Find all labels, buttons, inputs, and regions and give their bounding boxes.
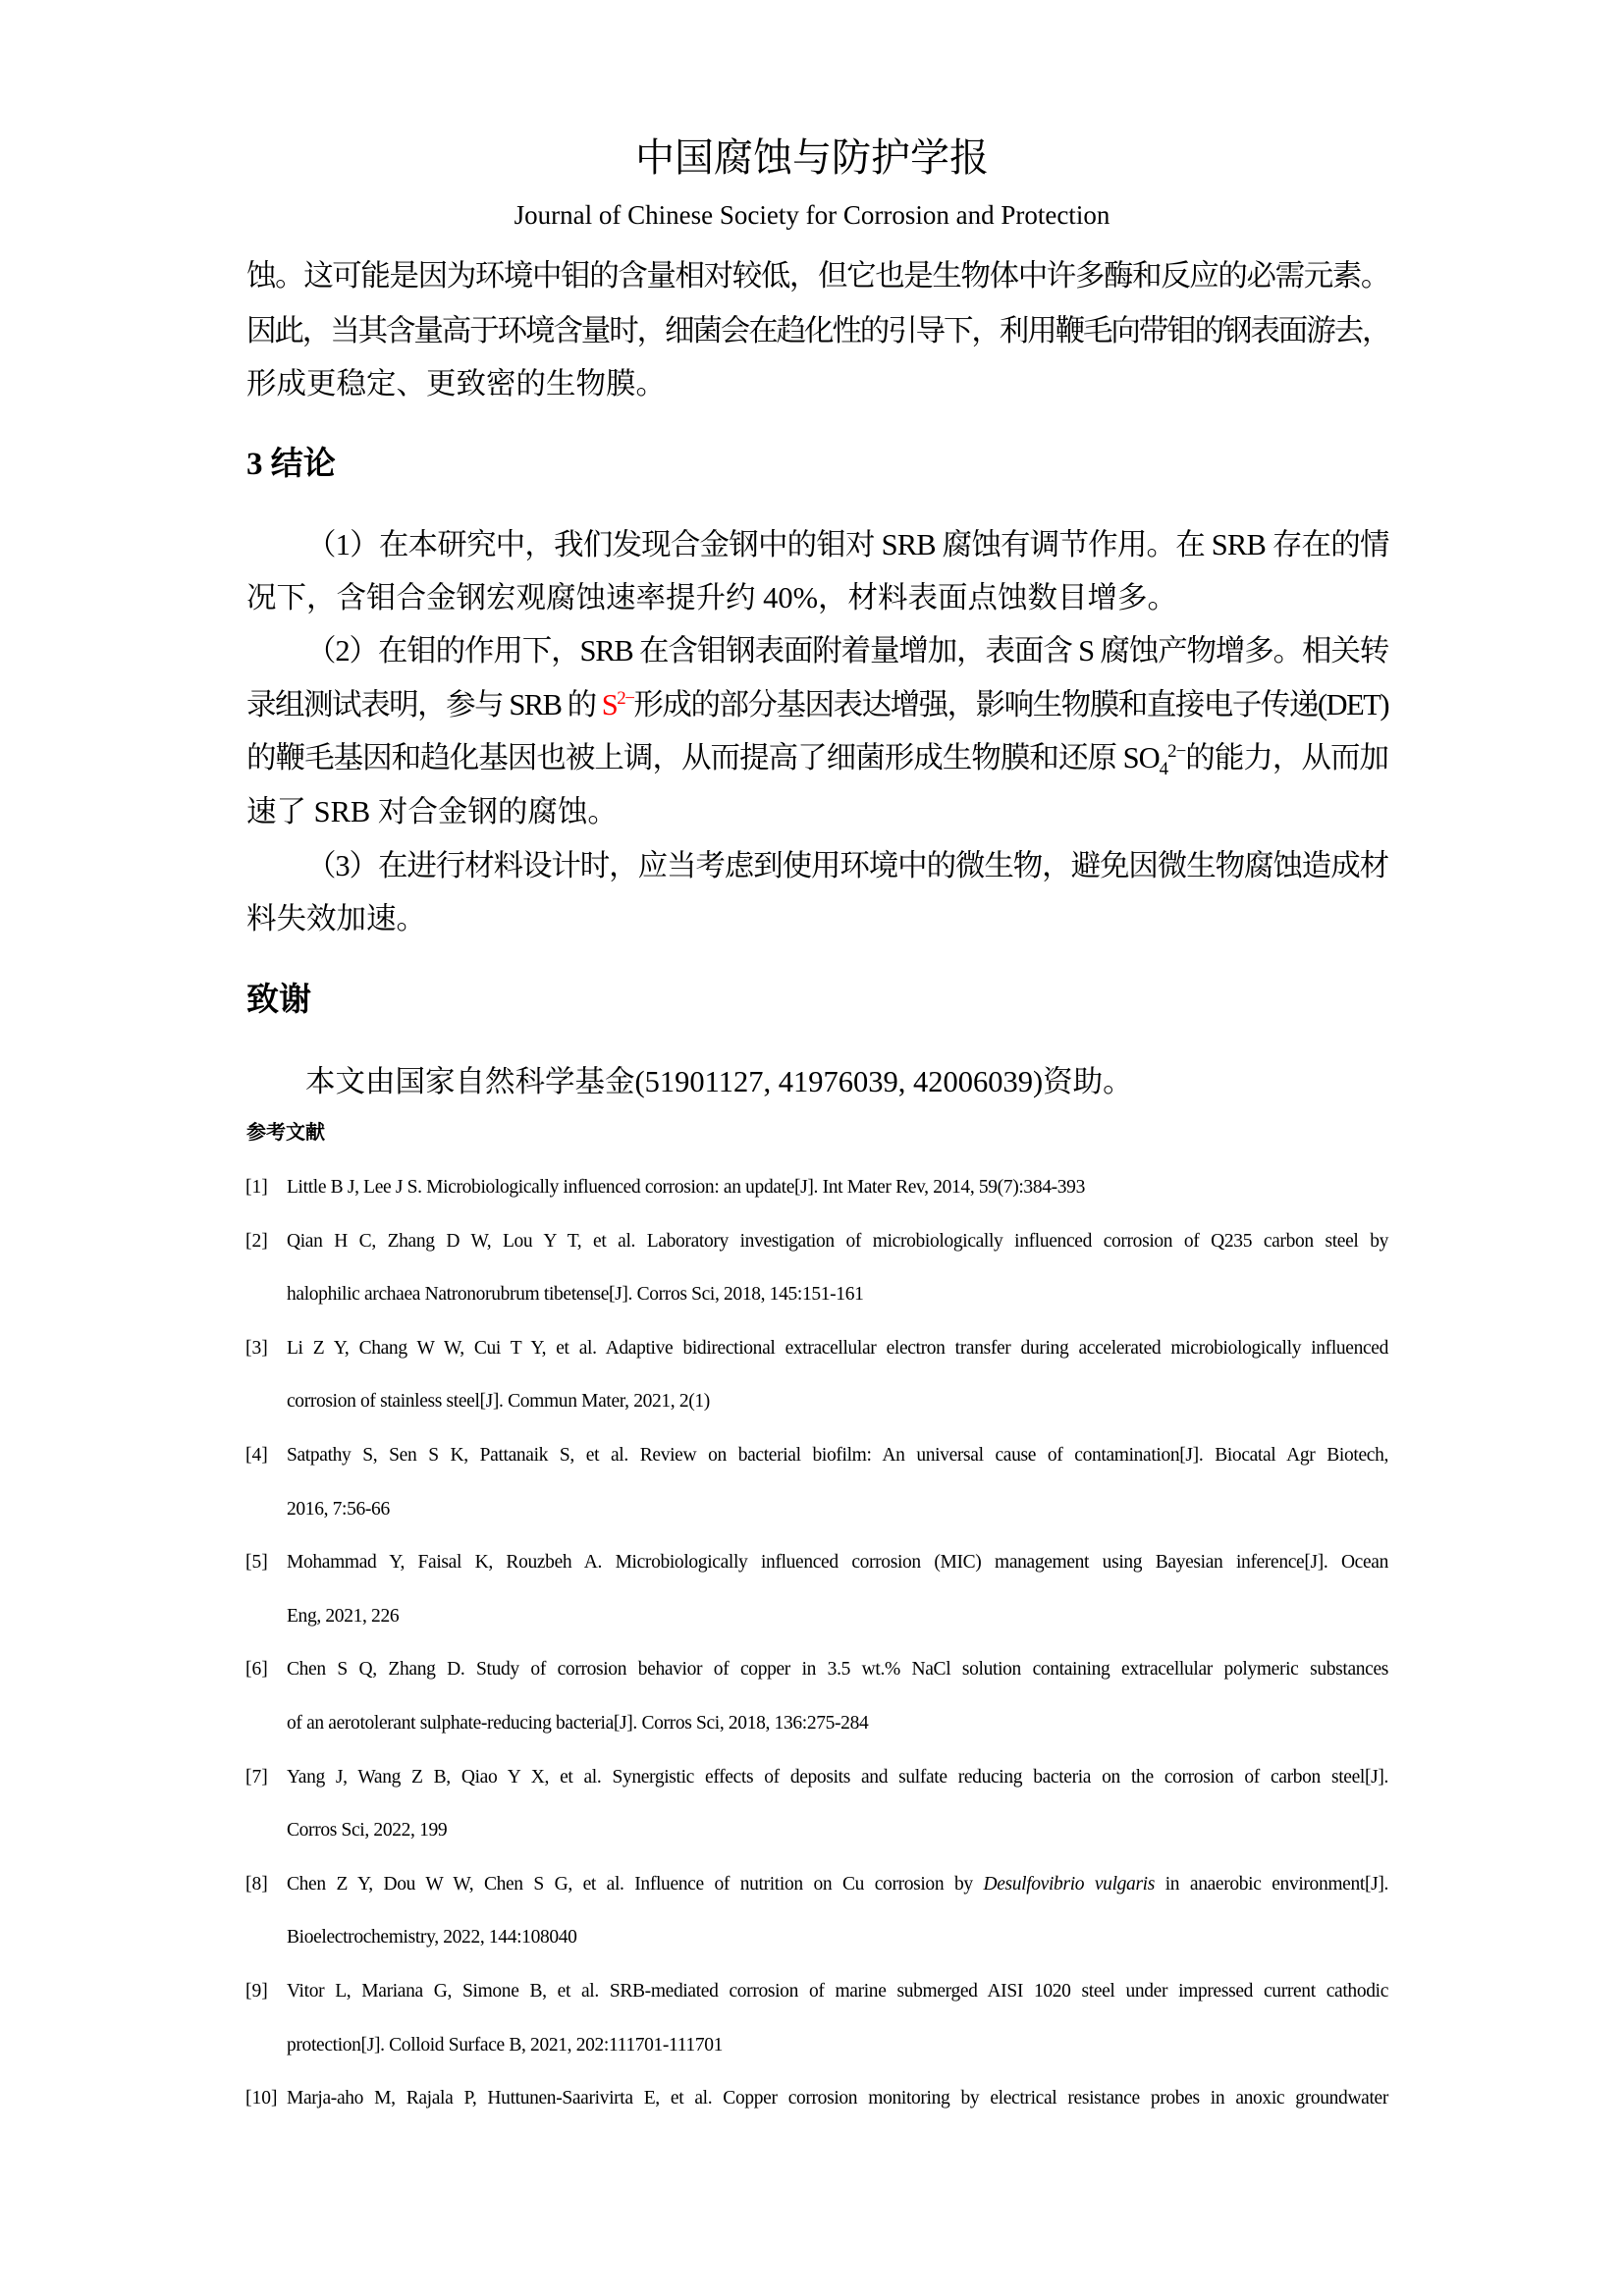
reference-line: Marja-aho M, Rajala P, Huttunen-Saarivirta E, et al. Copper corrosion monitoring by electrical resistance probes in anoxic groundwater xyxy=(287,2088,1388,2109)
acknowledgement-text: 本文由国家自然科学基金(51901127, 41976039, 42006039)资助。 xyxy=(305,1065,1133,1098)
reference-line: Bioelectrochemistry, 2022, 144:108040 xyxy=(287,1927,577,1949)
reference-number: [6] xyxy=(245,1659,268,1681)
reference-line: Little B J, Lee J S. Microbiologically influenced corrosion: an update[J]. Int Mater Rev, 2014, 59(7):384-393 xyxy=(287,1177,1085,1198)
reference-line: Mohammad Y, Faisal K, Rouzbeh A. Microbiologically influenced corrosion (MIC) management using Bayesian inference[J]. Ocean xyxy=(287,1552,1388,1574)
reference-line: Chen S Q, Zhang D. Study of corrosion behavior of copper in 3.5 wt.% NaCl solution containing extracellular polymeric substances xyxy=(287,1659,1388,1681)
text-segment: 的鞭毛基因和趋化基因也被上调，从而提高了细菌形成生物膜和还原 SO xyxy=(246,741,1160,774)
text-segment: in anaerobic environment[J]. xyxy=(1155,1873,1388,1895)
conclusion-p2-line xyxy=(246,685,1388,724)
journal-title: 中国腐蚀与防护学报 xyxy=(635,135,989,180)
reference-number: [2] xyxy=(245,1230,268,1252)
superscript: 2− xyxy=(1167,740,1186,762)
intro-line: 形成更稳定、更致密的生物膜。 xyxy=(246,367,666,400)
intro-line: 因此，当其含量高于环境含量时，细菌会在趋化性的引导下，利用鞭毛向带钼的钢表面游去， xyxy=(246,314,1390,347)
references-heading: 参考文献 xyxy=(246,1122,325,1144)
reference-line: Yang J, Wang Z B, Qiao Y X, et al. Synergistic effects of deposits and sulfate reducing bacteria on the corrosion of carbon steel[J]. xyxy=(287,1766,1388,1788)
reference-number: [4] xyxy=(245,1445,268,1466)
reference-line: Qian H C, Zhang D W, Lou Y T, et al. Laboratory investigation of microbiologically influenced corrosion of Q235 carbon steel by xyxy=(287,1230,1388,1252)
subscript: 4 xyxy=(1159,759,1168,780)
text-segment: 的能力，从而加 xyxy=(1185,741,1388,774)
conclusion-p2-line: （2）在钼的作用下，SRB 在含钼钢表面附着量增加，表面含 S 腐蚀产物增多。相关转 xyxy=(306,634,1388,667)
reference-line: halophilic archaea Natronorubrum tibetense[J]. Corros Sci, 2018, 145:151-161 xyxy=(287,1284,864,1306)
species-name: Desulfovibrio vulgaris xyxy=(983,1873,1155,1895)
reference-number: [1] xyxy=(245,1177,268,1198)
acknowledgement-heading: 致谢 xyxy=(246,983,311,1018)
reference-number: [9] xyxy=(245,1981,268,2002)
conclusion-p1-line: （1）在本研究中，我们发现合金钢中的钼对 SRB 腐蚀有调节作用。在 SRB 存在的情 xyxy=(306,528,1389,561)
reference-line: protection[J]. Colloid Surface B, 2021, 202:111701-111701 xyxy=(287,2034,724,2056)
reference-line xyxy=(287,1872,1388,1897)
conclusion-heading: 3 结论 xyxy=(246,447,336,482)
sulfide-ion xyxy=(602,688,634,721)
conclusion-p3-line: 料失效加速。 xyxy=(246,902,426,935)
intro-line: 蚀。这可能是因为环境中钼的含量相对较低，但它也是生物体中许多酶和反应的必需元素。 xyxy=(246,259,1389,293)
reference-line: corrosion of stainless steel[J]. Commun Mater, 2021, 2(1) xyxy=(287,1391,710,1413)
reference-number: [7] xyxy=(245,1766,268,1788)
reference-line: Corros Sci, 2022, 199 xyxy=(287,1820,448,1842)
conclusion-p3-line: （3）在进行材料设计时，应当考虑到使用环境中的微生物，避免因微生物腐蚀造成材 xyxy=(306,849,1388,882)
superscript: 2− xyxy=(617,687,634,709)
journal-subtitle: Journal of Chinese Society for Corrosion and Protection xyxy=(514,200,1110,230)
reference-line: Satpathy S, Sen S K, Pattanaik S, et al. Review on bacterial biofilm: An universal cause of contamination[J]. Biocatal Agr Biotech, xyxy=(287,1445,1388,1466)
text-segment: 录组测试表明，参与 SRB 的 xyxy=(246,688,602,721)
reference-number: [8] xyxy=(245,1873,268,1895)
reference-line: Li Z Y, Chang W W, Cui T Y, et al. Adaptive bidirectional extracellular electron transfer during accelerated microbiologically influenced xyxy=(287,1337,1388,1359)
reference-number: [10] xyxy=(245,2088,278,2109)
conclusion-p1-line: 况下，含钼合金钢宏观腐蚀速率提升约 40%，材料表面点蚀数目增多。 xyxy=(246,581,1178,614)
reference-number: [5] xyxy=(245,1552,268,1574)
reference-number: [3] xyxy=(245,1337,268,1359)
reference-line: of an aerotolerant sulphate-reducing bacteria[J]. Corros Sci, 2018, 136:275-284 xyxy=(287,1713,869,1734)
text-segment: S xyxy=(601,688,618,721)
reference-line: 2016, 7:56-66 xyxy=(287,1498,390,1520)
text-segment: 形成的部分基因表达增强，影响生物膜和直接电子传递(DET) xyxy=(633,688,1388,721)
text-segment: Chen Z Y, Dou W W, Chen S G, et al. Influence of nutrition on Cu corrosion by xyxy=(287,1873,984,1895)
reference-line: Eng, 2021, 226 xyxy=(287,1605,400,1627)
reference-line: Vitor L, Mariana G, Simone B, et al. SRB-mediated corrosion of marine submerged AISI 1020 steel under impressed current cathodic xyxy=(287,1981,1388,2002)
conclusion-p2-line: 速了 SRB 对合金钢的腐蚀。 xyxy=(246,795,618,828)
conclusion-p2-line xyxy=(246,738,1388,780)
